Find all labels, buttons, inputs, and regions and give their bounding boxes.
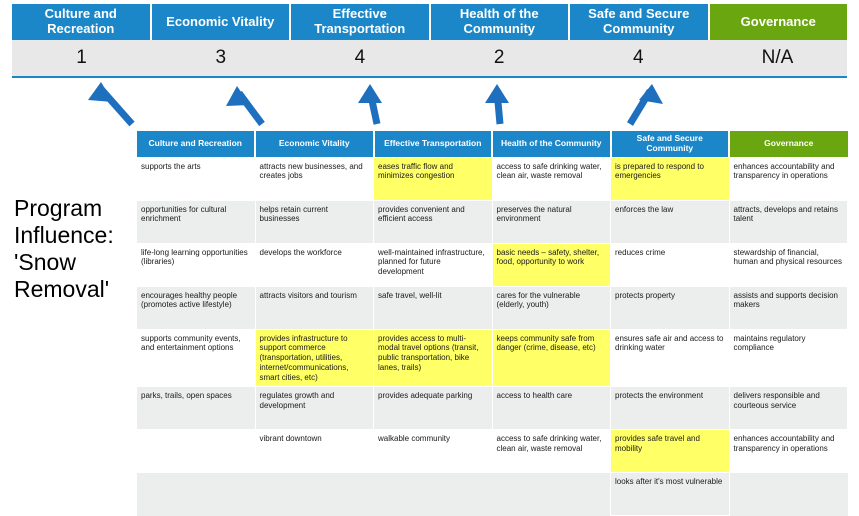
matrix-cell-r2-c2: well-maintained infrastructure, planned for future development <box>374 243 493 286</box>
matrix-cell-r2-c5: stewardship of financial, human and physical resources <box>729 243 848 286</box>
matrix-cell-r5-c3: access to health care <box>492 387 611 430</box>
matrix-cell-r6-c1: vibrant downtown <box>255 430 374 473</box>
arrow-group <box>0 76 859 132</box>
outcome-score-4: 4 <box>632 47 644 68</box>
matrix-cell-r5-c4: protects the environment <box>611 387 730 430</box>
table-row <box>137 430 848 473</box>
matrix-header-row <box>137 131 848 157</box>
upward-arrow-head-3 <box>358 84 382 103</box>
outcome-score-row <box>12 40 847 78</box>
table-row <box>137 286 848 329</box>
matrix-cell-r5-c1: regulates growth and development <box>255 387 374 430</box>
matrix-cell-r3-c2: safe travel, well-lit <box>374 286 493 329</box>
matrix-cell-r0-c5: enhances accountability and transparency in operations <box>729 157 848 200</box>
caption-line-4: Removal' <box>14 276 110 303</box>
outcome-score-0: 1 <box>76 47 87 68</box>
outcome-score-3: 2 <box>493 47 505 68</box>
matrix-cell-r7-c1 <box>255 473 374 516</box>
matrix-cell-r7-c2 <box>374 473 493 516</box>
matrix-cell-r5-c2: provides adequate parking <box>374 387 493 430</box>
matrix-cell-r7-c5 <box>729 473 848 516</box>
outcome-header-0: Culture and Recreation <box>12 4 152 40</box>
caption-line-1: Program <box>14 195 103 221</box>
outcome-header-band <box>12 4 847 40</box>
matrix-cell-r4-c3: keeps community safe from danger (crime, disease, etc) <box>492 329 611 387</box>
table-row <box>137 157 848 200</box>
matrix-cell-r1-c0: opportunities for cultural enrichment <box>137 200 256 243</box>
matrix-cell-r1-c5: attracts, develops and retains talent <box>729 200 848 243</box>
matrix-cell-r3-c1: attracts visitors and tourism <box>255 286 374 329</box>
program-influence-caption <box>14 195 134 304</box>
matrix-cell-r2-c4: reduces crime <box>611 243 730 286</box>
matrix-cell-r0-c2: eases traffic flow and minimizes congestion <box>374 157 493 200</box>
matrix-cell-r3-c3: cares for the vulnerable (elderly, youth) <box>492 286 611 329</box>
outcome-header-5: Governance <box>710 4 848 40</box>
matrix-cell-r2-c1: develops the workforce <box>255 243 374 286</box>
outcome-header-2: Effective Transportation <box>291 4 431 40</box>
matrix-cell-r6-c4: provides safe travel and mobility <box>611 430 730 473</box>
matrix-header-4: Safe and Secure Community <box>611 131 730 157</box>
upward-arrow-head-1 <box>88 82 113 102</box>
matrix-cell-r7-c0 <box>137 473 256 516</box>
matrix-cell-r7-c4: looks after it's most vulnerable <box>611 473 730 516</box>
matrix-cell-r6-c3: access to safe drinking water, clean air, waste removal <box>492 430 611 473</box>
matrix-cell-r5-c0: parks, trails, open spaces <box>137 387 256 430</box>
table-row <box>137 200 848 243</box>
matrix-cell-r4-c1: provides infrastructure to support commerce (transportation, utilities, internet/communications, smart cities, etc) <box>255 329 374 387</box>
matrix-cell-r2-c0: life-long learning opportunities (libraries) <box>137 243 256 286</box>
matrix-header-5: Governance <box>729 131 848 157</box>
outcome-header-3: Health of the Community <box>431 4 571 40</box>
matrix-cell-r0-c3: access to safe drinking water, clean air, waste removal <box>492 157 611 200</box>
matrix-cell-r6-c5: enhances accountability and transparency in operations <box>729 430 848 473</box>
matrix-cell-r1-c3: preserves the natural environment <box>492 200 611 243</box>
matrix-cell-r5-c5: delivers responsible and courteous service <box>729 387 848 430</box>
upward-arrow-head-2 <box>226 86 250 106</box>
upward-arrow-head-4 <box>485 84 509 103</box>
matrix-cell-r1-c4: enforces the law <box>611 200 730 243</box>
matrix-header-0: Culture and Recreation <box>137 131 256 157</box>
matrix-cell-r6-c0 <box>137 430 256 473</box>
matrix-cell-r1-c1: helps retain current businesses <box>255 200 374 243</box>
table-row <box>137 243 848 286</box>
matrix-cell-r3-c5: assists and supports decision makers <box>729 286 848 329</box>
matrix-header-1: Economic Vitality <box>255 131 374 157</box>
matrix-cell-r0-c0: supports the arts <box>137 157 256 200</box>
caption-line-3: 'Snow <box>14 249 76 276</box>
outcome-score-2: 4 <box>354 47 366 68</box>
matrix-header-3: Health of the Community <box>492 131 611 157</box>
matrix-cell-r6-c2: walkable community <box>374 430 493 473</box>
matrix-header-2: Effective Transportation <box>374 131 493 157</box>
matrix-cell-r3-c4: protects property <box>611 286 730 329</box>
table-row <box>137 387 848 430</box>
outcome-header-1: Economic Vitality <box>152 4 292 40</box>
outcome-header-4: Safe and Secure Community <box>570 4 710 40</box>
matrix-cell-r0-c4: is prepared to respond to emergencies <box>611 157 730 200</box>
matrix-cell-r2-c3: basic needs – safety, shelter, food, opportunity to work <box>492 243 611 286</box>
outcome-attribute-matrix <box>136 131 848 516</box>
outcome-score-5: N/A <box>761 47 794 68</box>
matrix-cell-r7-c3 <box>492 473 611 516</box>
matrix-cell-r4-c2: provides access to multi-modal travel options (transit, public transportation, bike lanes, trails) <box>374 329 493 387</box>
table-row <box>137 473 848 516</box>
caption-line-2: Influence: <box>14 222 114 249</box>
matrix-cell-r4-c5: maintains regulatory compliance <box>729 329 848 387</box>
matrix-cell-r4-c4: ensures safe air and access to drinking water <box>611 329 730 387</box>
matrix-body <box>137 157 848 516</box>
matrix-cell-r0-c1: attracts new businesses, and creates jobs <box>255 157 374 200</box>
outcome-score-1: 3 <box>215 47 227 68</box>
matrix-cell-r1-c2: provides convenient and efficient access <box>374 200 493 243</box>
matrix-cell-r4-c0: supports community events, and entertainment options <box>137 329 256 387</box>
matrix-cell-r3-c0: encourages healthy people (promotes active lifestyle) <box>137 286 256 329</box>
table-row <box>137 329 848 387</box>
